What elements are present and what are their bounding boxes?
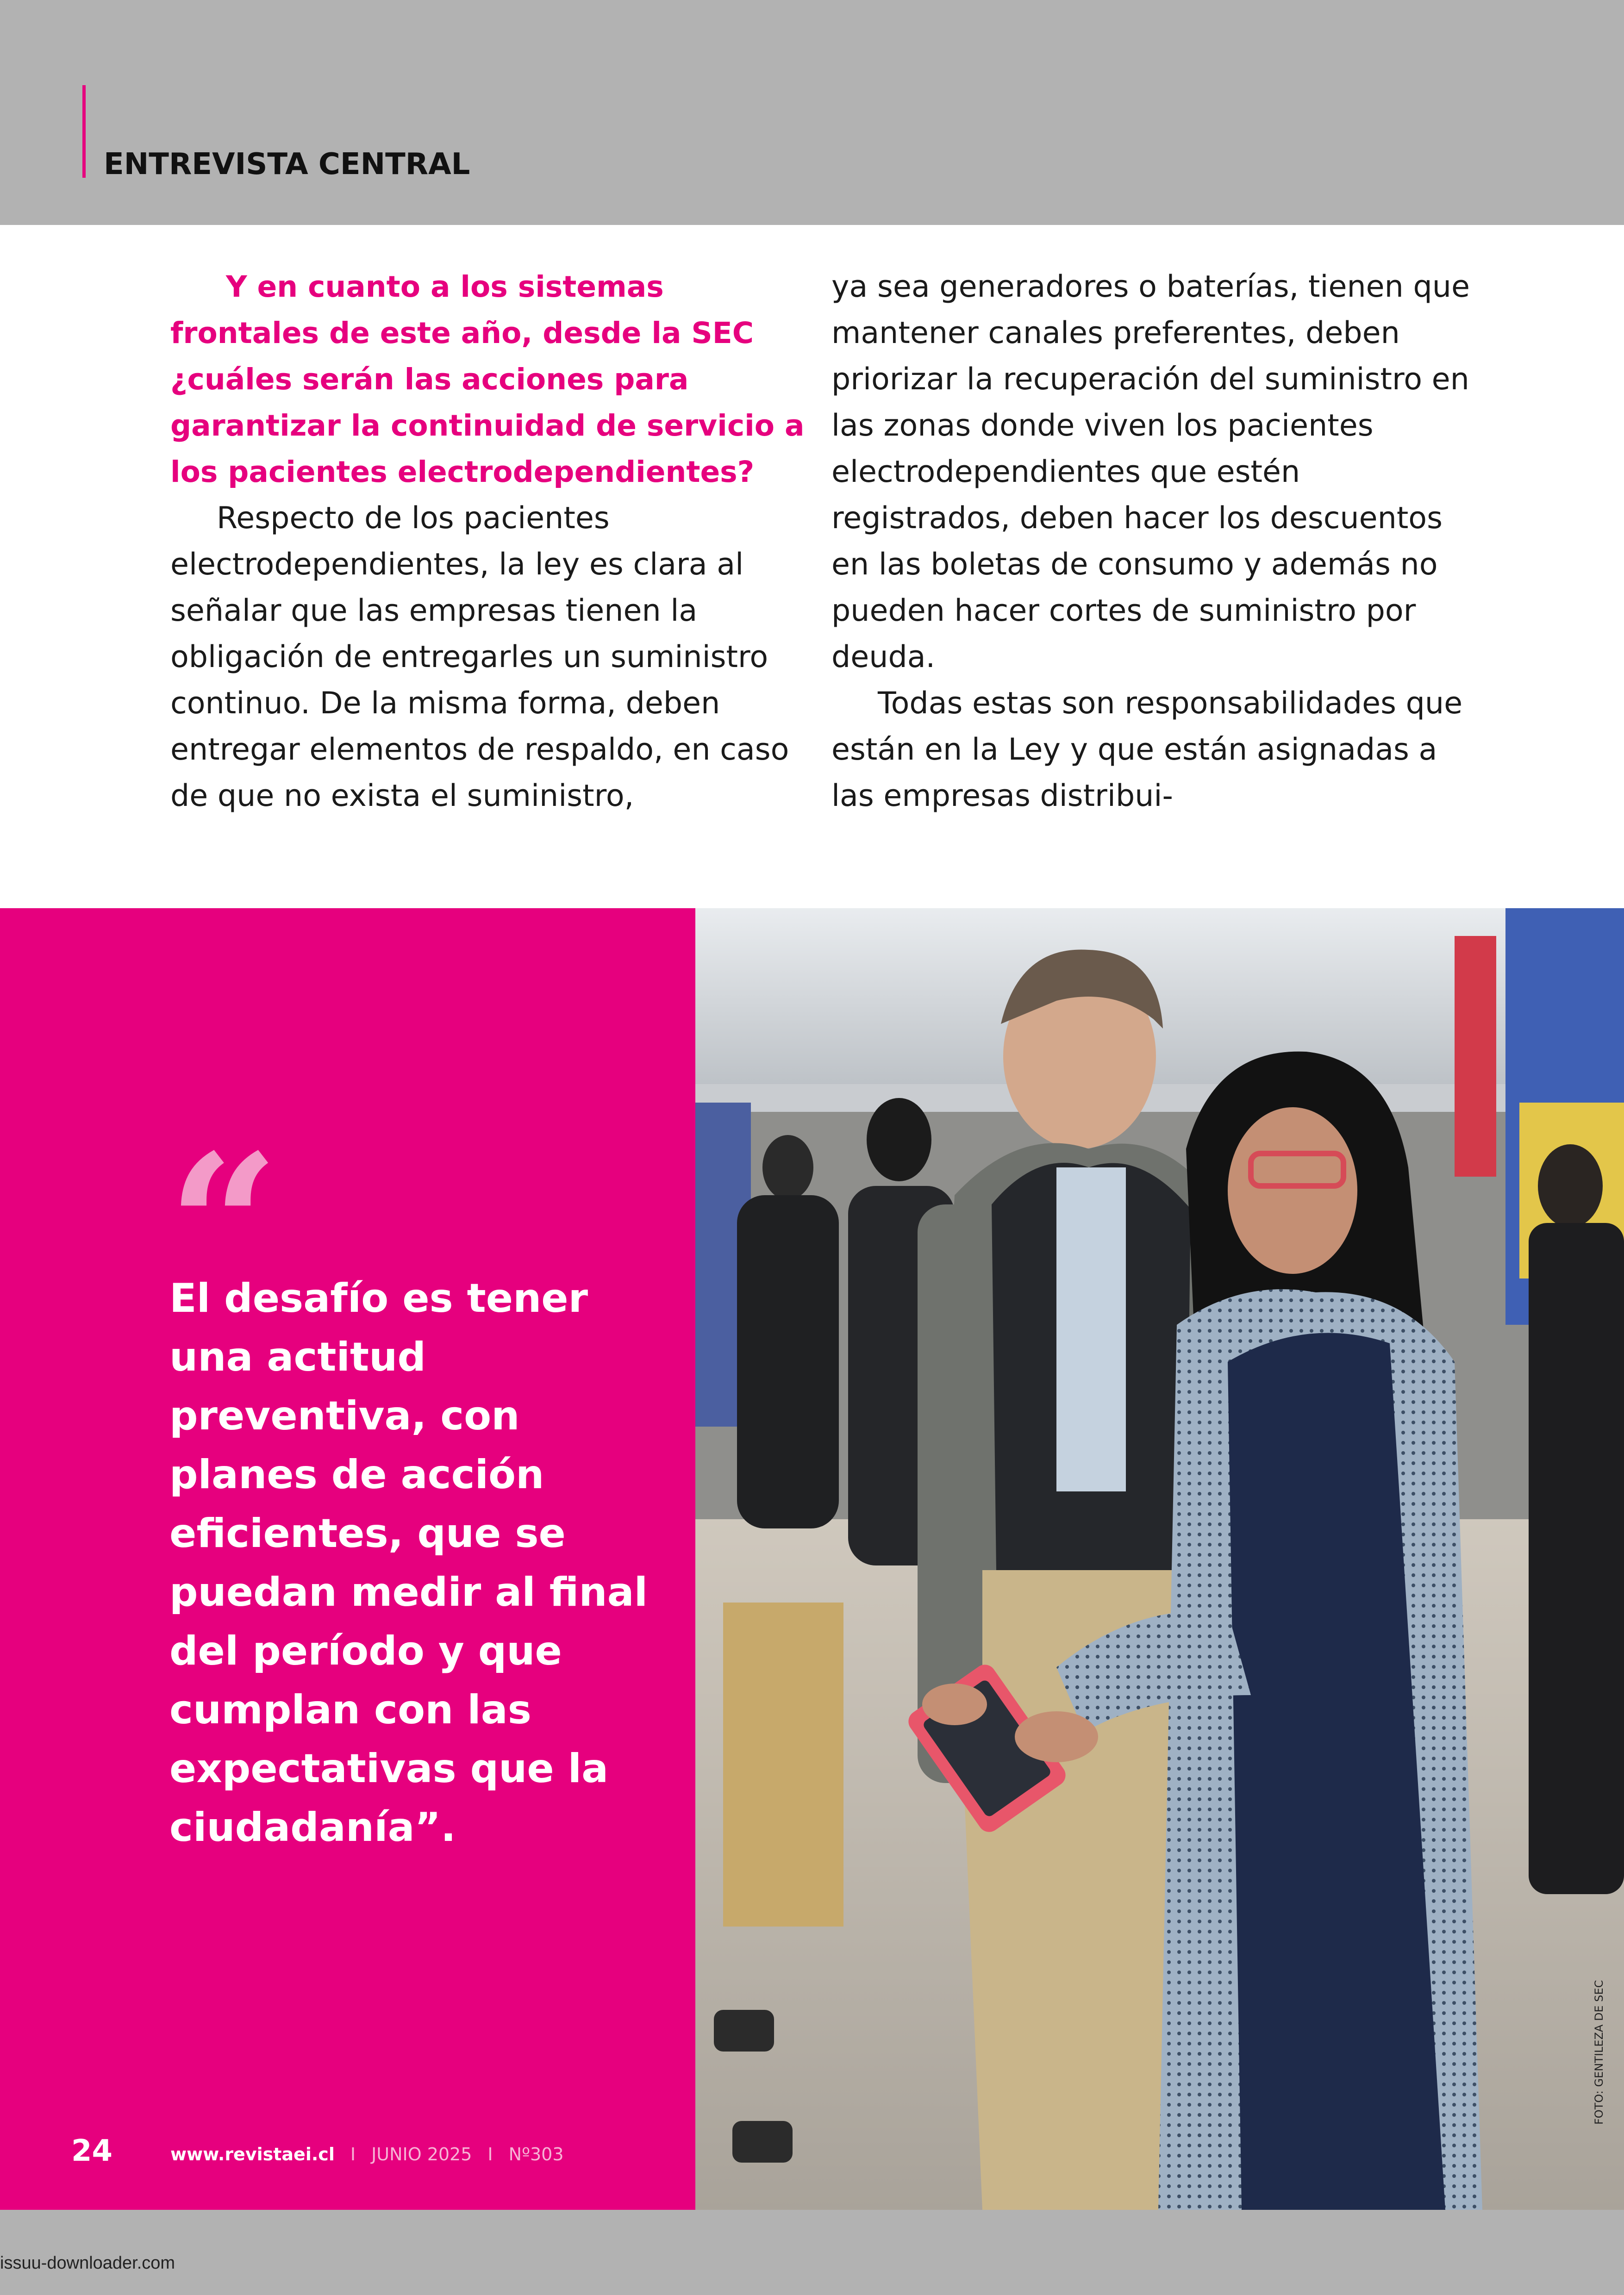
footer-site: www.revistaei.cl [170,2144,335,2164]
interview-question: Y en cuanto a los sistemas frontales de este año, desde la SEC ¿cuáles serán las acciones para garantizar la continuidad de servicio a los pacientes electrodependientes? [170,270,805,489]
pullquote-text: El desafío es tener una actitud preventiva, con planes de acción eficientes, que se puedan medir al final del período y que cumplan con las expectativas que la ciudadanía”. [169,1275,648,1851]
footer-date: JUNIO 2025 [371,2144,472,2164]
bottom-band [0,2210,1624,2295]
answer-paragraph-1-continued: ya sea generadores o baterías, tienen que mantener canales preferentes, deben priorizar la recuperación del suministro en las zonas donde viven los pacientes electrodependientes que estén registrados, deben hacer los descuentos en las boletas de consumo y además no pueden hacer cortes de suministro por deuda. [831,269,1470,674]
page-number: 24 [71,2134,113,2168]
section-label: ENTREVISTA CENTRAL [104,147,470,181]
footer-info [170,2144,564,2164]
section-accent-bar [82,85,86,178]
answer-paragraph-2: Todas estas son responsabilidades que están en la Ley y que están asignadas a las empresas distribui- [831,686,1463,813]
footer-separator: I [350,2144,356,2164]
quote-mark-icon: “ [168,1112,280,1341]
inspection-photo [695,908,1624,2210]
answer-paragraph-1: Respecto de los pacientes electrodependientes, la ley es clara al señalar que las empresas tienen la obligación de entregarles un suministro continuo. De la misma forma, deben entregar elementos de respaldo, en caso de que no exista el suministro, [170,501,789,813]
footer-issue: Nº303 [508,2144,564,2164]
photo-credit: FOTO: GENTILEZA DE SEC [1593,1980,1605,2125]
watermark: issuu-downloader.com [0,2253,175,2273]
article-column-left [170,264,814,819]
article-column-right [831,264,1475,819]
header-band [0,0,1624,225]
footer-separator: I [487,2144,493,2164]
